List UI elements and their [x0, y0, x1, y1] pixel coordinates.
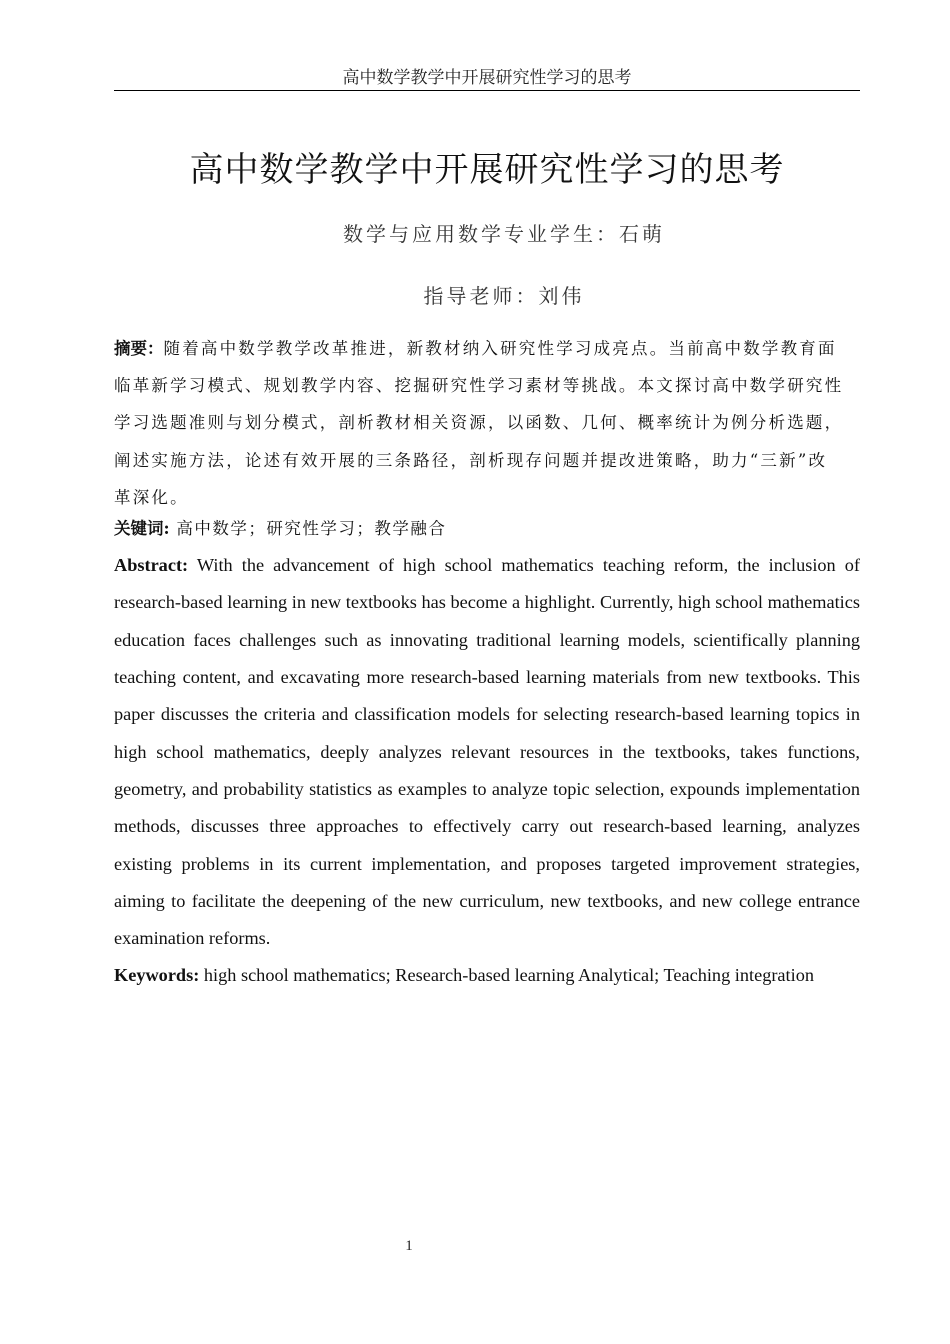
english-keywords-label: Keywords: [114, 965, 200, 985]
chinese-keywords [114, 514, 860, 544]
english-abstract-text: With the advancement of high school mathematics teaching reform, the inclusion of research-based learning in new textbooks has become a highlight. Currently, high school mathematics education faces challenges such as innovating traditional learning models, scientifically planning teaching content, and excavating more research-based learning materials from new textbooks. This paper discusses the criteria and classification models for selecting research-based learning topics in high school mathematics, deeply analyzes relevant resources in the textbooks, takes functions, geometry, and probability statistics as examples to analyze topic selection, expounds implementation methods, discusses three approaches to effectively carry out research-based learning, analyzes existing problems in its current implementation, and proposes targeted improvement strategies, aiming to facilitate the deepening of the new curriculum, new textbooks, and new college entrance examination reforms. [114, 555, 860, 949]
page-number: 1 [405, 1238, 413, 1254]
chinese-abstract [114, 330, 844, 516]
student-author: 数学与应用数学专业学生：石萌 [343, 222, 665, 246]
chinese-abstract-text: 随着高中数学教学改革推进，新教材纳入研究性学习成亮点。当前高中数学教育面临革新学习模式、规划教学内容、挖掘研究性学习素材等挑战。本文探讨高中数学研究性学习选题准则与划分模式，剖析教材相关资源，以函数、几何、概率统计为例分析选题，阐述实施方法，论述有效开展的三条路径，剖析现存问题并提改进策略，助力“三新”改革深化。 [114, 339, 844, 507]
chinese-keywords-label: 关键词: [114, 519, 170, 538]
chinese-keywords-text: 高中数学；研究性学习；教学融合 [169, 519, 447, 538]
english-keywords [114, 960, 874, 990]
advisor-name: 指导老师：刘伟 [423, 284, 585, 308]
paper-title: 高中数学教学中开展研究性学习的思考 [189, 150, 785, 190]
chinese-abstract-label: 摘要： [114, 339, 164, 358]
english-keywords-text: high school mathematics; Research-based learning Analytical; Teaching integration [199, 965, 814, 985]
english-abstract [114, 547, 860, 958]
english-abstract-label: Abstract: [114, 555, 189, 575]
running-header: 高中数学教学中开展研究性学习的思考 [114, 68, 860, 91]
